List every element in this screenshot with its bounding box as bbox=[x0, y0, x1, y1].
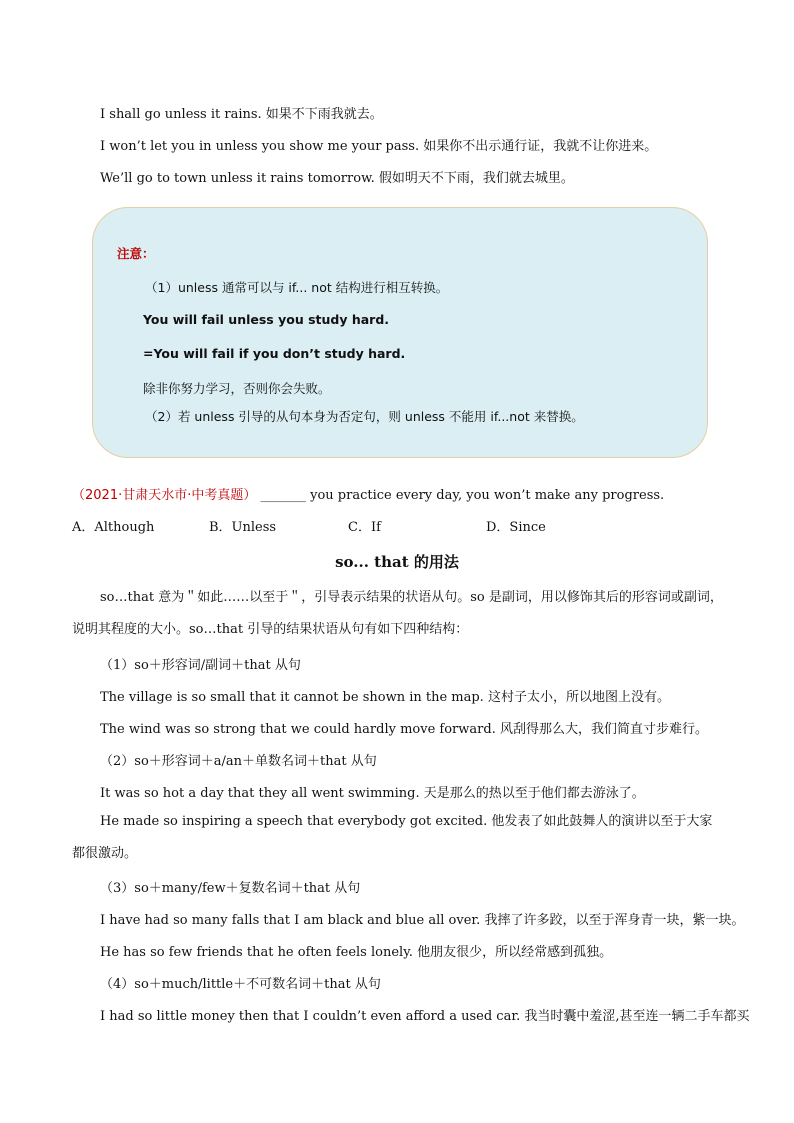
exercise-options bbox=[72, 516, 692, 534]
structure-example: The wind was so strong that we could hardly move forward. 风刮得那么大，我们简直寸步难行。 bbox=[100, 722, 708, 737]
exercise-source: （2021·甘肃天水市·中考真题） bbox=[72, 488, 257, 503]
exercise-blank: _______ bbox=[260, 488, 306, 503]
exercise-text: you practice every day, you won’t make any progress. bbox=[306, 488, 665, 503]
structure-label: （1）so＋形容词/副词＋that 从句 bbox=[100, 658, 301, 673]
structure-label: （2）so＋形容词＋a/an＋单数名词＋that 从句 bbox=[100, 754, 377, 769]
note-rule-2: （2）若 unless 引导的从句本身为否定句，则 unless 不能用 if...not 来替换。 bbox=[145, 409, 584, 424]
option-c: C．If bbox=[348, 520, 381, 535]
note-example-1: You will fail unless you study hard. bbox=[143, 312, 390, 327]
example-line: I shall go unless it rains. 如果不下雨我就去。 bbox=[100, 107, 383, 122]
note-title: 注意： bbox=[117, 246, 155, 261]
structure-example: He has so few friends that he often feels lonely. 他朋友很少，所以经常感到孤独。 bbox=[100, 945, 613, 960]
structure-example: He made so inspiring a speech that everybody got excited. 他发表了如此鼓舞人的演讲以至于大家都很激动。 bbox=[72, 814, 713, 861]
intro-paragraph: so…that 意为＂如此……以至于＂，引导表示结果的状语从句。so 是副词，用以修饰其后的形容词或副词，说明其程度的大小。so…that 引导的结果状语从句有如下四种结构： bbox=[72, 590, 723, 637]
structure-label: （3）so＋many/few＋复数名词＋that 从句 bbox=[100, 881, 361, 896]
structure-label: （4）so＋much/little＋不可数名词＋that 从句 bbox=[100, 977, 381, 992]
exercise-question bbox=[72, 484, 664, 503]
structure-example: I had so little money then that I couldn’t even afford a used car. 我当时囊中羞涩,甚至连一辆二手车都买 bbox=[100, 1009, 750, 1024]
structure-example: The village is so small that it cannot be shown in the map. 这村子太小，所以地图上没有。 bbox=[100, 690, 670, 705]
note-rule-1: （1）unless 通常可以与 if... not 结构进行相互转换。 bbox=[145, 280, 449, 295]
section-heading: so... that 的用法 bbox=[335, 553, 459, 571]
note-example-translation: 除非你努力学习，否则你会失败。 bbox=[143, 381, 331, 396]
structure-example: I have had so many falls that I am black and blue all over. 我摔了许多跤，以至于浑身青一块，紫一块。 bbox=[100, 913, 745, 928]
note-box bbox=[92, 207, 708, 458]
structure-example: It was so hot a day that they all went swimming. 天是那么的热以至于他们都去游泳了。 bbox=[100, 786, 645, 801]
note-example-2: =You will fail if you don’t study hard. bbox=[143, 346, 406, 361]
example-line: I won’t let you in unless you show me your pass. 如果你不出示通行证，我就不让你进来。 bbox=[100, 139, 658, 154]
option-b: B．Unless bbox=[209, 520, 277, 535]
option-d: D．Since bbox=[486, 520, 546, 535]
example-line: We’ll go to town unless it rains tomorrow. 假如明天不下雨，我们就去城里。 bbox=[100, 171, 574, 186]
option-a: A．Although bbox=[72, 520, 155, 535]
